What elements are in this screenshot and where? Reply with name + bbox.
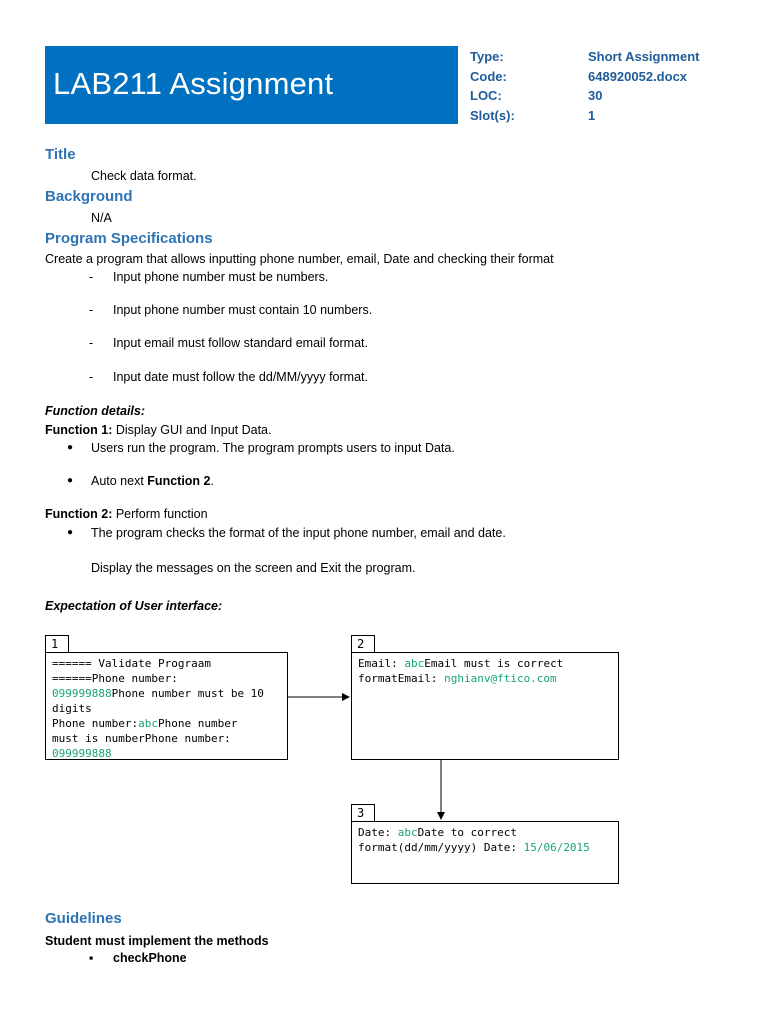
- box2-line: formatEmail:: [358, 672, 445, 685]
- box2-line: Email must is correct: [424, 657, 564, 670]
- meta-key: Type:: [470, 49, 504, 64]
- box-3-number: 3: [351, 804, 375, 822]
- box1-line: Phone number:: [52, 717, 139, 730]
- meta-key: LOC:: [470, 88, 502, 103]
- box-1-number: 1: [45, 635, 69, 653]
- meta-value: 1: [588, 107, 596, 123]
- function-details-label: Function details:: [45, 404, 145, 418]
- function-2-label: Function 2:: [45, 507, 113, 521]
- spec-heading: Program Specifications: [45, 230, 213, 247]
- guidelines-heading: Guidelines: [45, 910, 122, 927]
- dash-marker: -: [89, 336, 94, 350]
- spec-intro: Create a program that allows inputting phone number, email, Date and checking their format: [45, 252, 554, 266]
- background-text: N/A: [91, 211, 112, 225]
- function-1-item-end: .: [210, 474, 214, 488]
- box1-line: ====== Validate Prograam: [52, 657, 211, 670]
- meta-value: 648920052.docx: [588, 68, 688, 84]
- bullet-marker: ●: [67, 475, 74, 486]
- spec-item: Input phone number must be numbers.: [113, 270, 329, 284]
- bullet-marker: ●: [67, 527, 74, 538]
- box1-line: must is numberPhone number:: [52, 732, 231, 745]
- guideline-item: checkPhone: [113, 951, 187, 965]
- box1-input: 099999888: [52, 687, 112, 700]
- box3-line: Date to correct: [417, 826, 517, 839]
- box3-input: 15/06/2015: [523, 841, 590, 854]
- box1-line: digits: [52, 702, 92, 715]
- guidelines-text: Student must implement the methods: [45, 934, 269, 948]
- function-1-label: Function 1:: [45, 423, 113, 437]
- box1-input: 099999888: [52, 747, 112, 760]
- bullet-marker: ●: [67, 442, 74, 453]
- function-2-text: Perform function: [112, 507, 208, 521]
- function-1-item-bold: Function 2: [147, 474, 211, 488]
- box2-input: abc: [404, 657, 425, 670]
- meta-key: Code:: [470, 68, 507, 84]
- function-2-extra: Display the messages on the screen and Exit the program.: [91, 561, 416, 575]
- meta-value: 30: [588, 88, 603, 103]
- box3-line: Date:: [358, 826, 398, 839]
- box1-line: Phone number: [157, 717, 238, 730]
- function-1-item-text: Auto next: [91, 474, 148, 488]
- spec-item: Input phone number must contain 10 numbers.: [113, 303, 373, 317]
- function-1-text: Display GUI and Input Data.: [112, 423, 272, 437]
- dash-marker: -: [89, 370, 94, 384]
- square-bullet-marker: ▪: [89, 951, 94, 965]
- spec-item: Input date must follow the dd/MM/yyyy format.: [113, 370, 368, 384]
- title-heading: Title: [45, 146, 76, 163]
- box1-line: ======Phone number:: [52, 672, 178, 685]
- dash-marker: -: [89, 270, 94, 284]
- box-2-number: 2: [351, 635, 375, 653]
- box2-input: nghianv@ftico.com: [444, 672, 557, 685]
- box1-line: Phone number must be 10: [111, 687, 264, 700]
- spec-item: Input email must follow standard email format.: [113, 336, 368, 350]
- background-heading: Background: [45, 188, 133, 205]
- meta-key: Slot(s):: [470, 107, 515, 123]
- box1-input: abc: [138, 717, 158, 730]
- box3-line: format(dd/mm/yyyy) Date:: [358, 841, 524, 854]
- dash-marker: -: [89, 303, 94, 317]
- ui-expectation-label: Expectation of User interface:: [45, 599, 223, 613]
- meta-value: Short Assignment: [588, 49, 700, 64]
- box3-input: abc: [397, 826, 418, 839]
- box2-line: Email:: [358, 657, 405, 670]
- title-text: Check data format.: [91, 169, 197, 183]
- function-2-item: The program checks the format of the input phone number, email and date.: [91, 526, 506, 540]
- document-title: LAB211 Assignment: [53, 66, 334, 101]
- function-1-item: Users run the program. The program prompts users to input Data.: [91, 441, 455, 455]
